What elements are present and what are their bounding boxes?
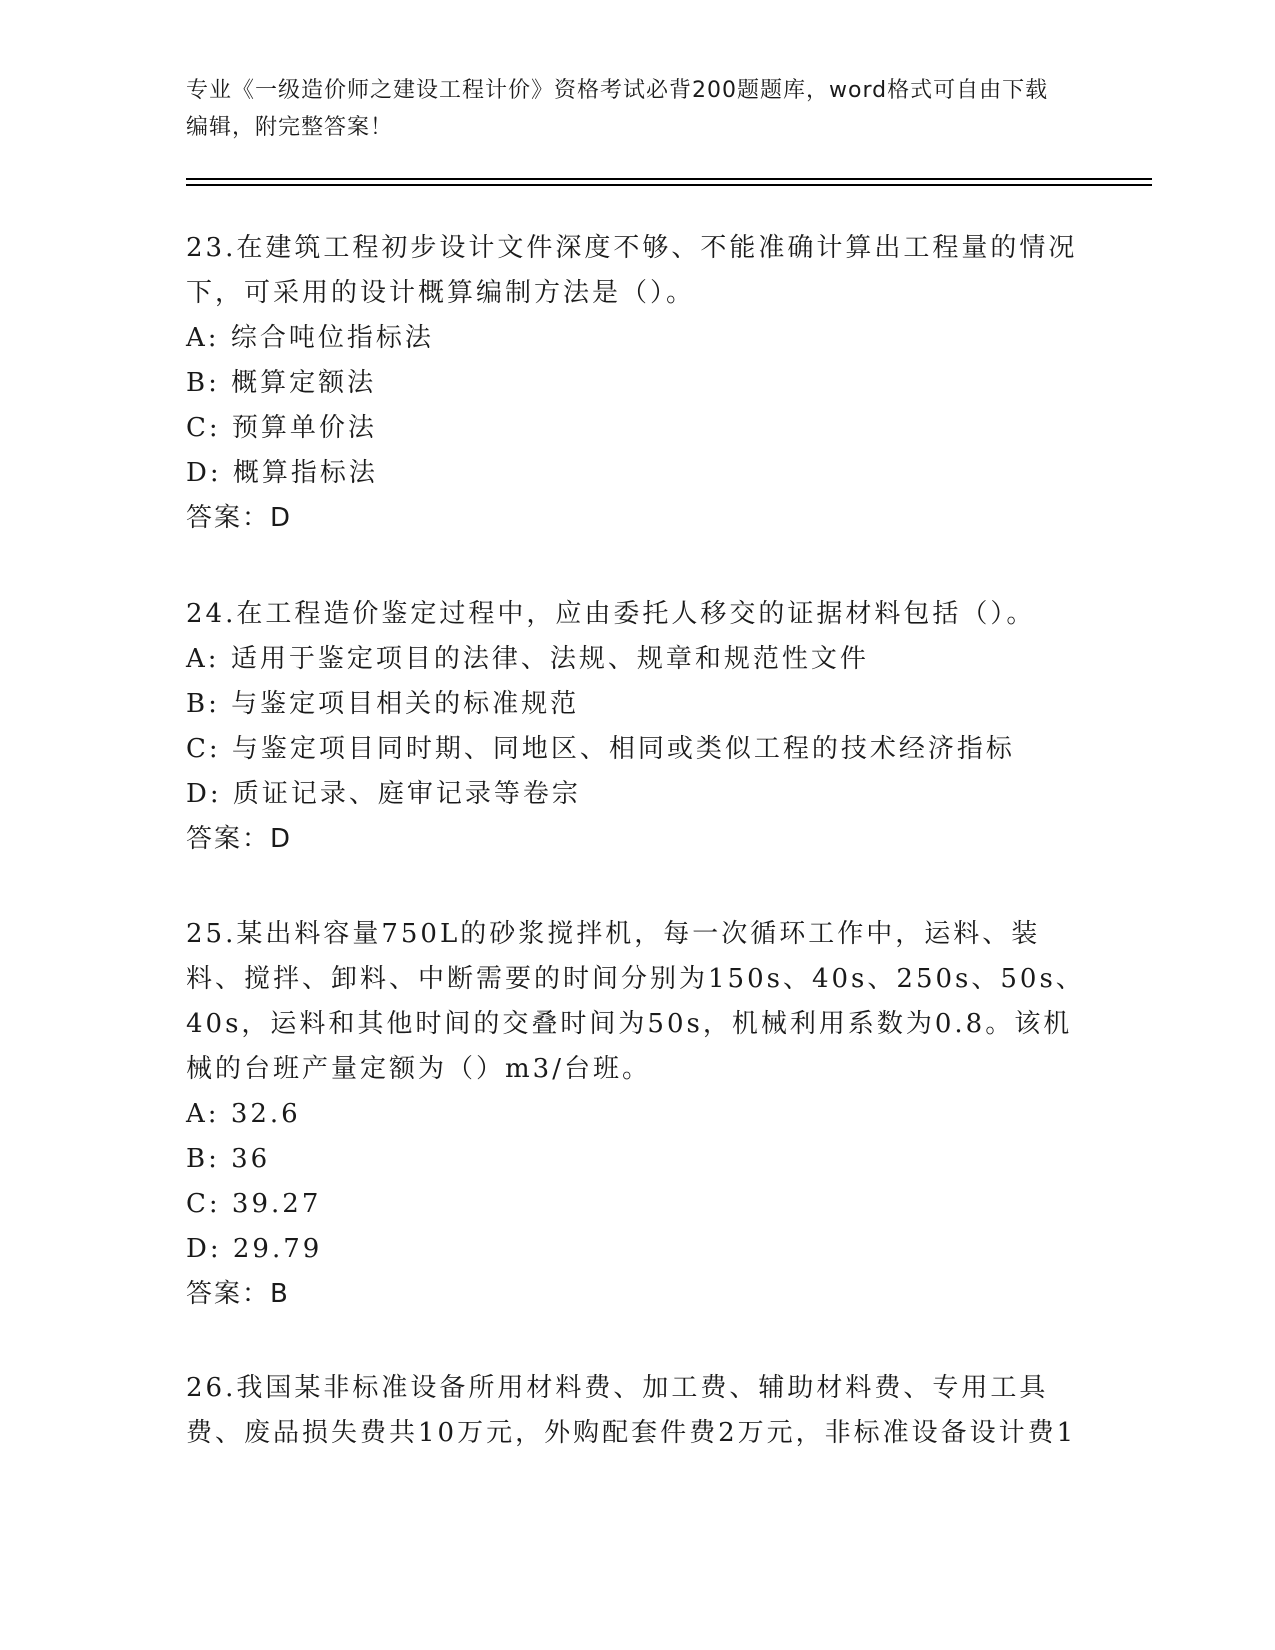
answer-line: 答案：D — [186, 503, 293, 533]
option-c: C: 预算单价法 — [186, 413, 377, 443]
option-b: B: 概算定额法 — [186, 368, 377, 398]
document-header — [186, 72, 1066, 146]
header-divider-bottom — [186, 184, 1152, 186]
question-stem: 23.在建筑工程初步设计文件深度不够、不能准确计算出工程量的情况下，可采用的设计概算编制方法是（）。 — [186, 233, 1078, 308]
header-intro-text: 专业《一级造价师之建设工程计价》资格考试必背200题题库，word格式可自由下载编辑，附完整答案！ — [186, 78, 1049, 140]
option-b: B: 与鉴定项目相关的标准规范 — [186, 689, 580, 719]
header-divider-top — [186, 178, 1152, 180]
question-26 — [186, 1366, 1086, 1456]
option-a: A: 适用于鉴定项目的法律、法规、规章和规范性文件 — [186, 644, 869, 674]
option-d: D: 29.79 — [186, 1234, 323, 1264]
question-25 — [186, 912, 1086, 1317]
question-23 — [186, 226, 1086, 541]
answer-line: 答案：B — [186, 1279, 290, 1309]
option-d: D: 概算指标法 — [186, 458, 378, 488]
question-stem: 26.我国某非标准设备所用材料费、加工费、辅助材料费、专用工具费、废品损失费共10万元，外购配套件费2万元，非标准设备设计费1 — [186, 1373, 1077, 1448]
question-stem: 24.在工程造价鉴定过程中，应由委托人移交的证据材料包括（）。 — [186, 599, 1036, 629]
option-b: B: 36 — [186, 1144, 271, 1174]
question-24 — [186, 592, 1086, 862]
option-d: D: 质证记录、庭审记录等卷宗 — [186, 779, 581, 809]
option-c: C: 39.27 — [186, 1189, 322, 1219]
option-a: A: 综合吨位指标法 — [186, 323, 434, 353]
option-c: C: 与鉴定项目同时期、同地区、相同或类似工程的技术经济指标 — [186, 734, 1015, 764]
answer-line: 答案：D — [186, 824, 293, 854]
question-stem: 25.某出料容量750L的砂浆搅拌机，每一次循环工作中，运料、装料、搅拌、卸料、中断需要的时间分别为150s、40s、250s、50s、40s，运料和其他时间的交叠时间为50s，机械利用系数为0.8。该机械的台班产量定额为（）m3/台班。 — [186, 919, 1085, 1084]
option-a: A: 32.6 — [186, 1099, 301, 1129]
